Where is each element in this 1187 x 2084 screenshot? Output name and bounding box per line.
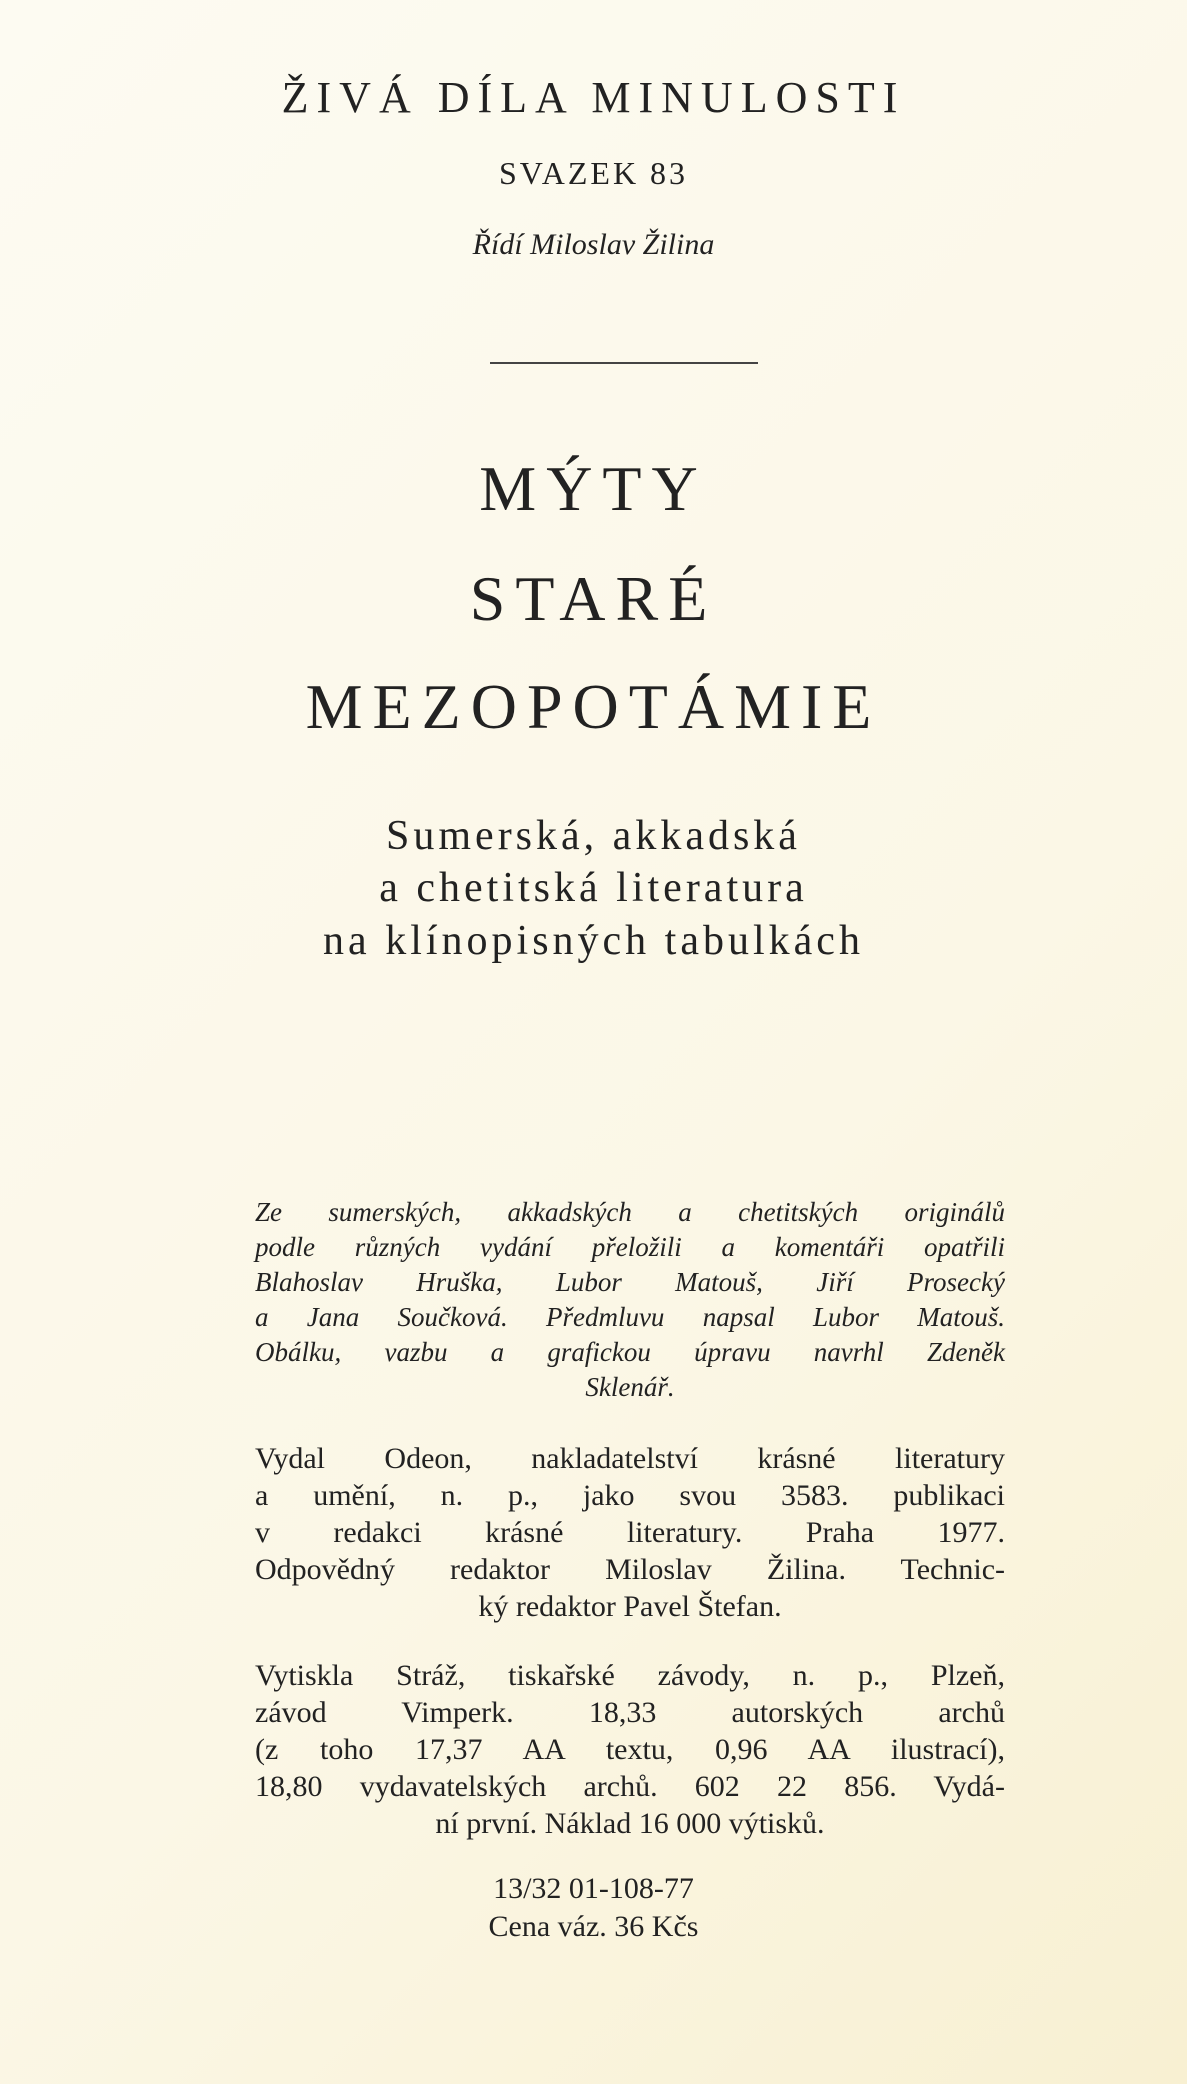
title-line-3: MEZOPOTÁMIE: [305, 671, 882, 742]
publisher-line: ký redaktor Pavel Štefan.: [478, 1590, 782, 1623]
printer-info: [255, 1657, 1005, 1842]
publisher-info: [255, 1440, 1005, 1625]
publisher-line: a umění, n. p., jako svou 3583. publikaci: [255, 1479, 1005, 1512]
printer-line: ní první. Náklad 16 000 výtisků.: [435, 1807, 825, 1840]
publisher-line: Vydal Odeon, nakladatelství krásné literatury: [255, 1442, 1005, 1475]
price: Cena váz. 36 Kčs: [488, 1910, 699, 1943]
subtitle-line-3: na klínopisných tabulkách: [323, 918, 864, 964]
credits-line: Blahoslav Hruška, Lubor Matouš, Jiří Prosecký: [255, 1267, 1005, 1297]
printer-line: (z toho 17,37 AA textu, 0,96 AA ilustrací),: [255, 1733, 1005, 1766]
catalog-number: 13/32 01-108-77: [493, 1872, 694, 1905]
printer-line: Vytiskla Stráž, tiskařské závody, n. p., Plzeň,: [255, 1659, 1005, 1692]
divider-rule: [490, 362, 758, 364]
credits-line: a Jana Součková. Předmluvu napsal Lubor Matouš.: [255, 1302, 1005, 1332]
subtitle-line-1: Sumerská, akkadská: [386, 813, 801, 859]
publisher-line: Odpovědný redaktor Miloslav Žilina. Technic-: [255, 1553, 1005, 1586]
title-line-1: MÝTY: [479, 453, 708, 524]
series-title: ŽIVÁ DÍLA MINULOSTI: [281, 73, 906, 122]
catalog-and-price: [0, 1870, 1187, 1946]
credits-line: Sklenář.: [585, 1372, 675, 1402]
translation-credits: [255, 1195, 1005, 1405]
credits-line: podle různých vydání přeložili a komentáři opatřili: [255, 1232, 1005, 1262]
credits-line: Obálku, vazbu a grafickou úpravu navrhl Zdeněk: [255, 1337, 1005, 1367]
subtitle-line-2: a chetitská literatura: [379, 865, 808, 911]
printer-line: 18,80 vydavatelských archů. 602 22 856. Vydá-: [255, 1770, 1005, 1803]
series-editor: Řídí Miloslav Žilina: [472, 228, 715, 261]
credits-line: Ze sumerských, akkadských a chetitských originálů: [255, 1197, 1005, 1227]
printer-line: závod Vimperk. 18,33 autorských archů: [255, 1696, 1005, 1729]
volume-number: SVAZEK 83: [498, 155, 689, 191]
publisher-line: v redakci krásné literatury. Praha 1977.: [255, 1516, 1005, 1549]
title-line-2: STARÉ: [469, 563, 718, 634]
